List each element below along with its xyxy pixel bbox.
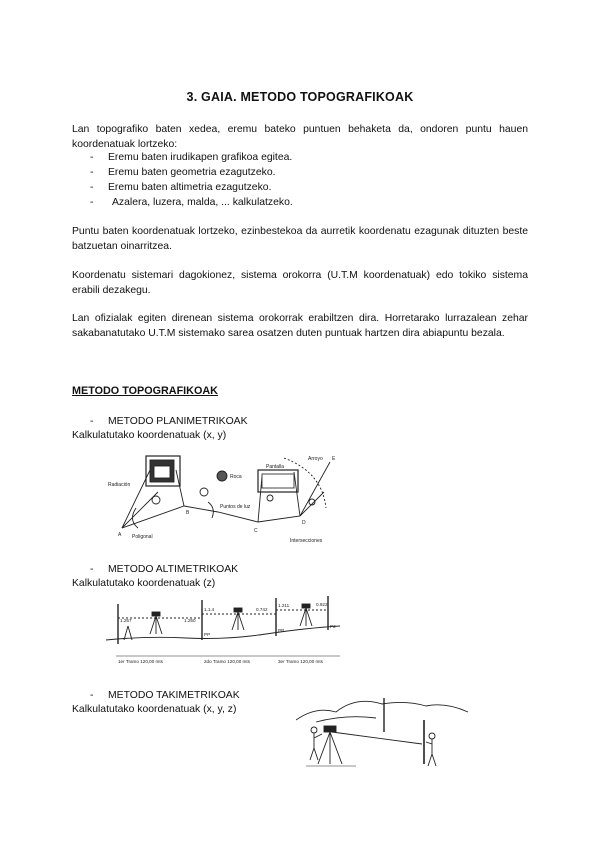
fig-label-pp2: PP (278, 628, 285, 633)
list-item: - Eremu baten irudikapen grafikoa egitea. (90, 152, 293, 163)
paragraph-4: Lan ofizialak egiten direnean sistema orokorrak erabiltzen dira. Horretarako lurrazalean zehar sakabanatutako U.T.M sistemako sarea osatzen duten puntuak hartzen dira abiapuntu bezala. (72, 313, 528, 339)
page-title: 3. GAIA. METODO TOPOGRAFIKOAK (186, 90, 414, 104)
fig-label-intersecciones: Intersecciones (290, 538, 323, 544)
method-planimetric: - METODO PLANIMETRIKOAK (90, 416, 248, 427)
fig-label-p2: P2 (330, 624, 336, 629)
fig-label-b: B (186, 510, 190, 516)
bullet-list (90, 150, 293, 210)
fig-label-radiacion: Radiación (108, 482, 131, 488)
fig-label-tramo2: 2do Tramo 120,00 mts (204, 659, 250, 664)
method-planimetric-coords: Kalkulatutako koordenatuak (x, y) (72, 430, 227, 441)
fig-label-pp1: PP (204, 632, 211, 637)
fig-label-r5: 1.211 (278, 603, 290, 608)
list-item: - Eremu baten altimetria ezagutzeko. (90, 182, 272, 193)
paragraph-2: Puntu baten koordenatuak lortzeko, ezinbestekoa da aurretik koordenatu ezagunak dituzten beste batzuetan oinarritzea. (72, 226, 528, 252)
method-tachymetric-coords: Kalkulatutako koordenatuak (x, y, z) (72, 704, 237, 715)
fig-label-r4: 0.742 (256, 607, 268, 612)
intro-paragraph: Lan topografiko baten xedea, eremu bateko puntuen behaketa da, ondoren puntu hauen koordenatuak lortzeko: (72, 124, 528, 150)
list-item: - Eremu baten geometria ezagutzeko. (90, 167, 276, 178)
fig-label-d: D (302, 520, 306, 526)
method-tachymetric: - METODO TAKIMETRIKOAK (90, 690, 240, 701)
method-altimetric: - METODO ALTIMETRIKOAK (90, 564, 239, 575)
section-heading: METODO TOPOGRAFIKOAK (72, 385, 218, 397)
fig-label-tramo3: 3er Tramo 120,00 mts (278, 659, 323, 664)
fig-label-r6: 0.922 (316, 602, 328, 607)
method-altimetric-coords: Kalkulatutako koordenatuak (z) (72, 578, 216, 589)
fig-label-r3: 1.1.4 (204, 607, 215, 612)
tachymetric-figure (296, 692, 470, 772)
fig-label-a: A (118, 532, 122, 538)
altimetric-figure (106, 596, 340, 668)
fig-label-puntos-luz: Puntos de luz (220, 504, 251, 510)
fig-label-r2: 1.250 (184, 618, 196, 623)
list-item: - Azalera, luzera, malda, ... kalkulatzeko. (90, 197, 293, 208)
fig-label-tramo1: 1er Tramo 120,00 mts (118, 659, 163, 664)
fig-label-roca: Roca (230, 474, 242, 480)
fig-label-e: E (332, 456, 336, 462)
fig-label-r1: 1.257 (120, 618, 132, 623)
paragraph-3: Koordenatu sistemari dagokionez, sistema orokorra (U.T.M koordenatuak) edo tokiko sistema erabili dezakegu. (72, 270, 528, 296)
fig-label-arroyo: Arroyo (308, 456, 323, 462)
fig-label-c: C (254, 528, 258, 534)
planimetric-figure (108, 448, 340, 544)
fig-label-poligonal: Poligonal (132, 534, 153, 540)
fig-label-pantalla: Pantalla (266, 464, 285, 470)
